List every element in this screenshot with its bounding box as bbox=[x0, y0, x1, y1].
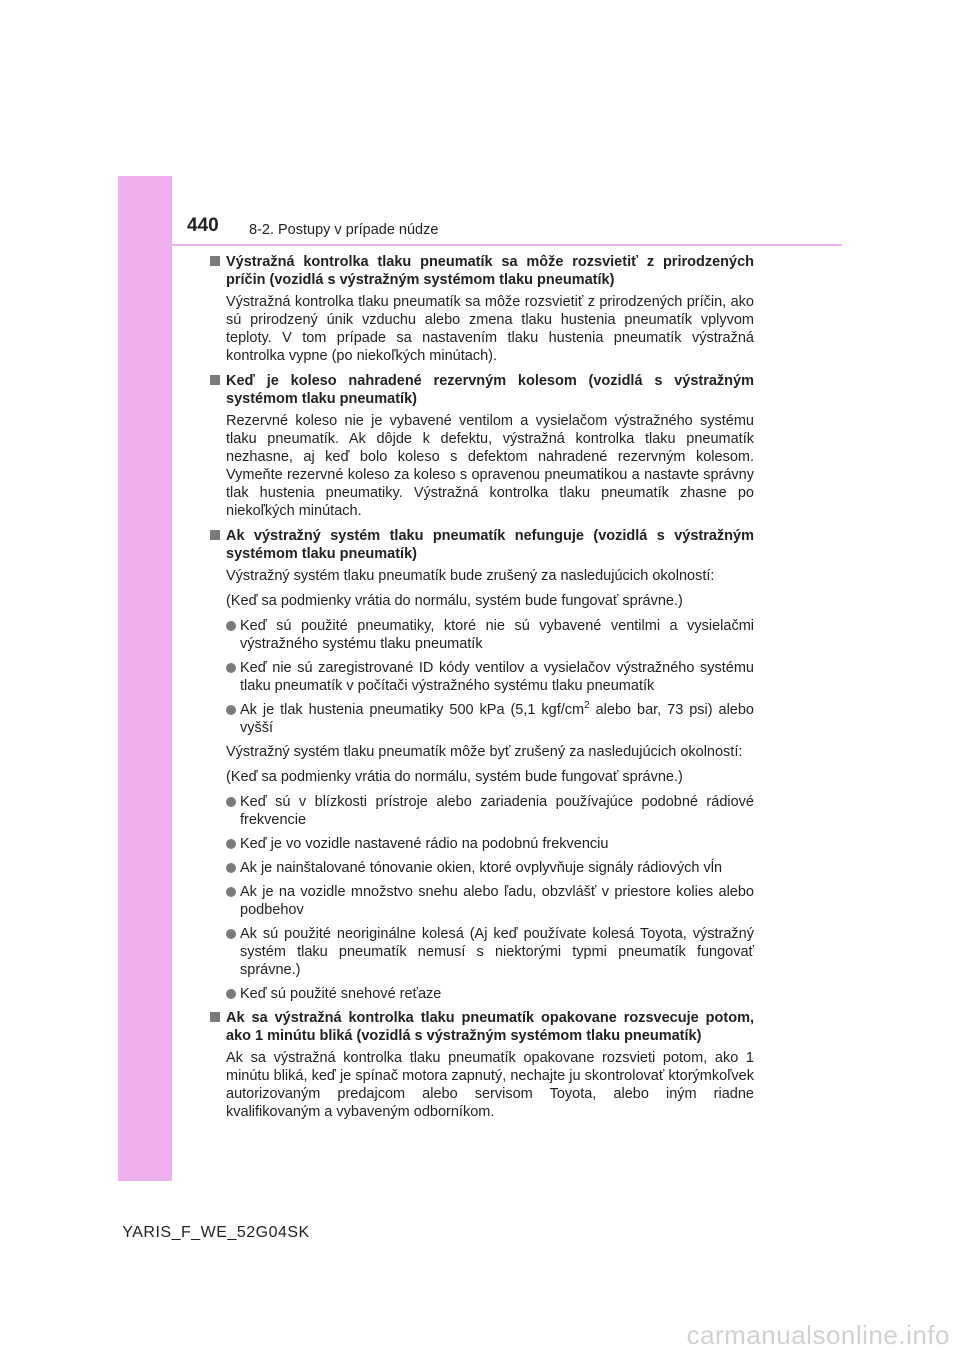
paragraph: Ak sa výstražná kontrolka tlaku pneumatík opakovane rozsvieti potom, ako 1 minútu bliká, keď je spínač motora zapnutý, nechajte ju skontrolovať ktorýmkoľvek autorizovaným predajcom alebo servisom Toyota, alebo iným riadne kvalifikovaným a vybaveným odborníkom. bbox=[226, 1050, 754, 1120]
square-bullet-icon bbox=[210, 375, 220, 385]
square-bullet-icon bbox=[210, 1012, 220, 1022]
list-item: Ak je nainštalované tónovanie okien, ktoré ovplyvňuje signály rádiových vĺn bbox=[226, 859, 754, 877]
list-item: Ak sú použité neoriginálne kolesá (Aj keď používate kolesá Toyota, výstražný systém tlaku pneumatík nemusí s niektorými typmi pneumatík fungovať správne.) bbox=[226, 925, 754, 979]
square-bullet-icon bbox=[210, 256, 220, 266]
section-heading: Ak výstražný systém tlaku pneumatík nefunguje (vozidlá s výstražným systémom tlaku pneumatík) bbox=[210, 527, 754, 563]
round-bullet-icon bbox=[226, 663, 236, 673]
section-title: 8-2. Postupy v prípade núdze bbox=[249, 222, 439, 238]
paragraph: Rezervné koleso nie je vybavené ventilom a vysielačom výstražného systému tlaku pneumatík. Ak dôjde k defektu, výstražná kontrolka tlaku pneumatík nezhasne, aj keď bolo koleso s defektom nahradené rezervným kolesom. Vymeňte rezervné koleso za koleso s opravenou pneumatikou a nastavte správny tlak hustenia pneumatiky. Výstražná kontrolka tlaku pneumatík zhasne po niekoľkých minútach. bbox=[226, 413, 754, 519]
round-bullet-icon bbox=[226, 887, 236, 897]
round-bullet-icon bbox=[226, 863, 236, 873]
list-item: Keď sú použité pneumatiky, ktoré nie sú vybavené ventilmi a vysielačmi výstražného systému tlaku pneumatík bbox=[226, 617, 754, 653]
watermark: carmanualsonline.info bbox=[686, 1320, 950, 1350]
square-bullet-icon bbox=[210, 530, 220, 540]
round-bullet-icon bbox=[226, 989, 236, 999]
list-item: Keď sú v blízkosti prístroje alebo zariadenia používajúce podobné rádiové frekvencie bbox=[226, 793, 754, 829]
chapter-sidebar-tab bbox=[118, 176, 172, 1181]
page-content bbox=[210, 253, 754, 1128]
section-heading: Keď je koleso nahradené rezervným kolesom (vozidlá s výstražným systémom tlaku pneumatík) bbox=[210, 372, 754, 408]
document-code: YARIS_F_WE_52G04SK bbox=[122, 1224, 310, 1241]
section-heading: Ak sa výstražná kontrolka tlaku pneumatík opakovane rozsvecuje potom, ako 1 minútu bliká (vozidlá s výstražným systémom tlaku pneumatík) bbox=[210, 1009, 754, 1045]
paragraph: (Keď sa podmienky vrátia do normálu, systém bude fungovať správne.) bbox=[226, 593, 683, 609]
list-item: Keď sú použité snehové reťaze bbox=[226, 985, 754, 1003]
paragraph: Výstražný systém tlaku pneumatík bude zrušený za nasledujúcich okolností: bbox=[226, 568, 715, 584]
list-item: Ak je tlak hustenia pneumatiky 500 kPa (5,1 kgf/$cm^2$ alebo bar, 73 psi) alebo vyšší bbox=[226, 701, 754, 737]
section-heading: Výstražná kontrolka tlaku pneumatík sa môže rozsvietiť z prirodzených príčin (vozidlá s výstražným systémom tlaku pneumatík) bbox=[210, 253, 754, 289]
page-number: 440 bbox=[187, 215, 219, 236]
paragraph: Výstražný systém tlaku pneumatík môže byť zrušený za nasledujúcich okolností: bbox=[226, 744, 743, 760]
round-bullet-icon bbox=[226, 929, 236, 939]
list-item: Ak je na vozidle množstvo snehu alebo ľadu, obzvlášť v priestore kolies alebo podbehov bbox=[226, 883, 754, 919]
list-item: Keď nie sú zaregistrované ID kódy ventilov a vysielačov výstražného systému tlaku pneumatík v počítači výstražného systému tlaku pneumatík bbox=[226, 659, 754, 695]
list-item: Keď je vo vozidle nastavené rádio na podobnú frekvenciu bbox=[226, 835, 754, 853]
paragraph: (Keď sa podmienky vrátia do normálu, systém bude fungovať správne.) bbox=[226, 769, 683, 785]
paragraph: Výstražná kontrolka tlaku pneumatík sa môže rozsvietiť z prirodzených príčin, ako sú prirodzený únik vzduchu alebo zmena tlaku hustenia pneumatík vplyvom teploty. V tom prípade sa nastavením tlaku hustenia pneumatík výstražná kontrolka vypne (po niekoľkých minútach). bbox=[226, 294, 754, 364]
round-bullet-icon bbox=[226, 621, 236, 631]
header-rule bbox=[172, 244, 842, 246]
round-bullet-icon bbox=[226, 705, 236, 715]
round-bullet-icon bbox=[226, 797, 236, 807]
round-bullet-icon bbox=[226, 839, 236, 849]
